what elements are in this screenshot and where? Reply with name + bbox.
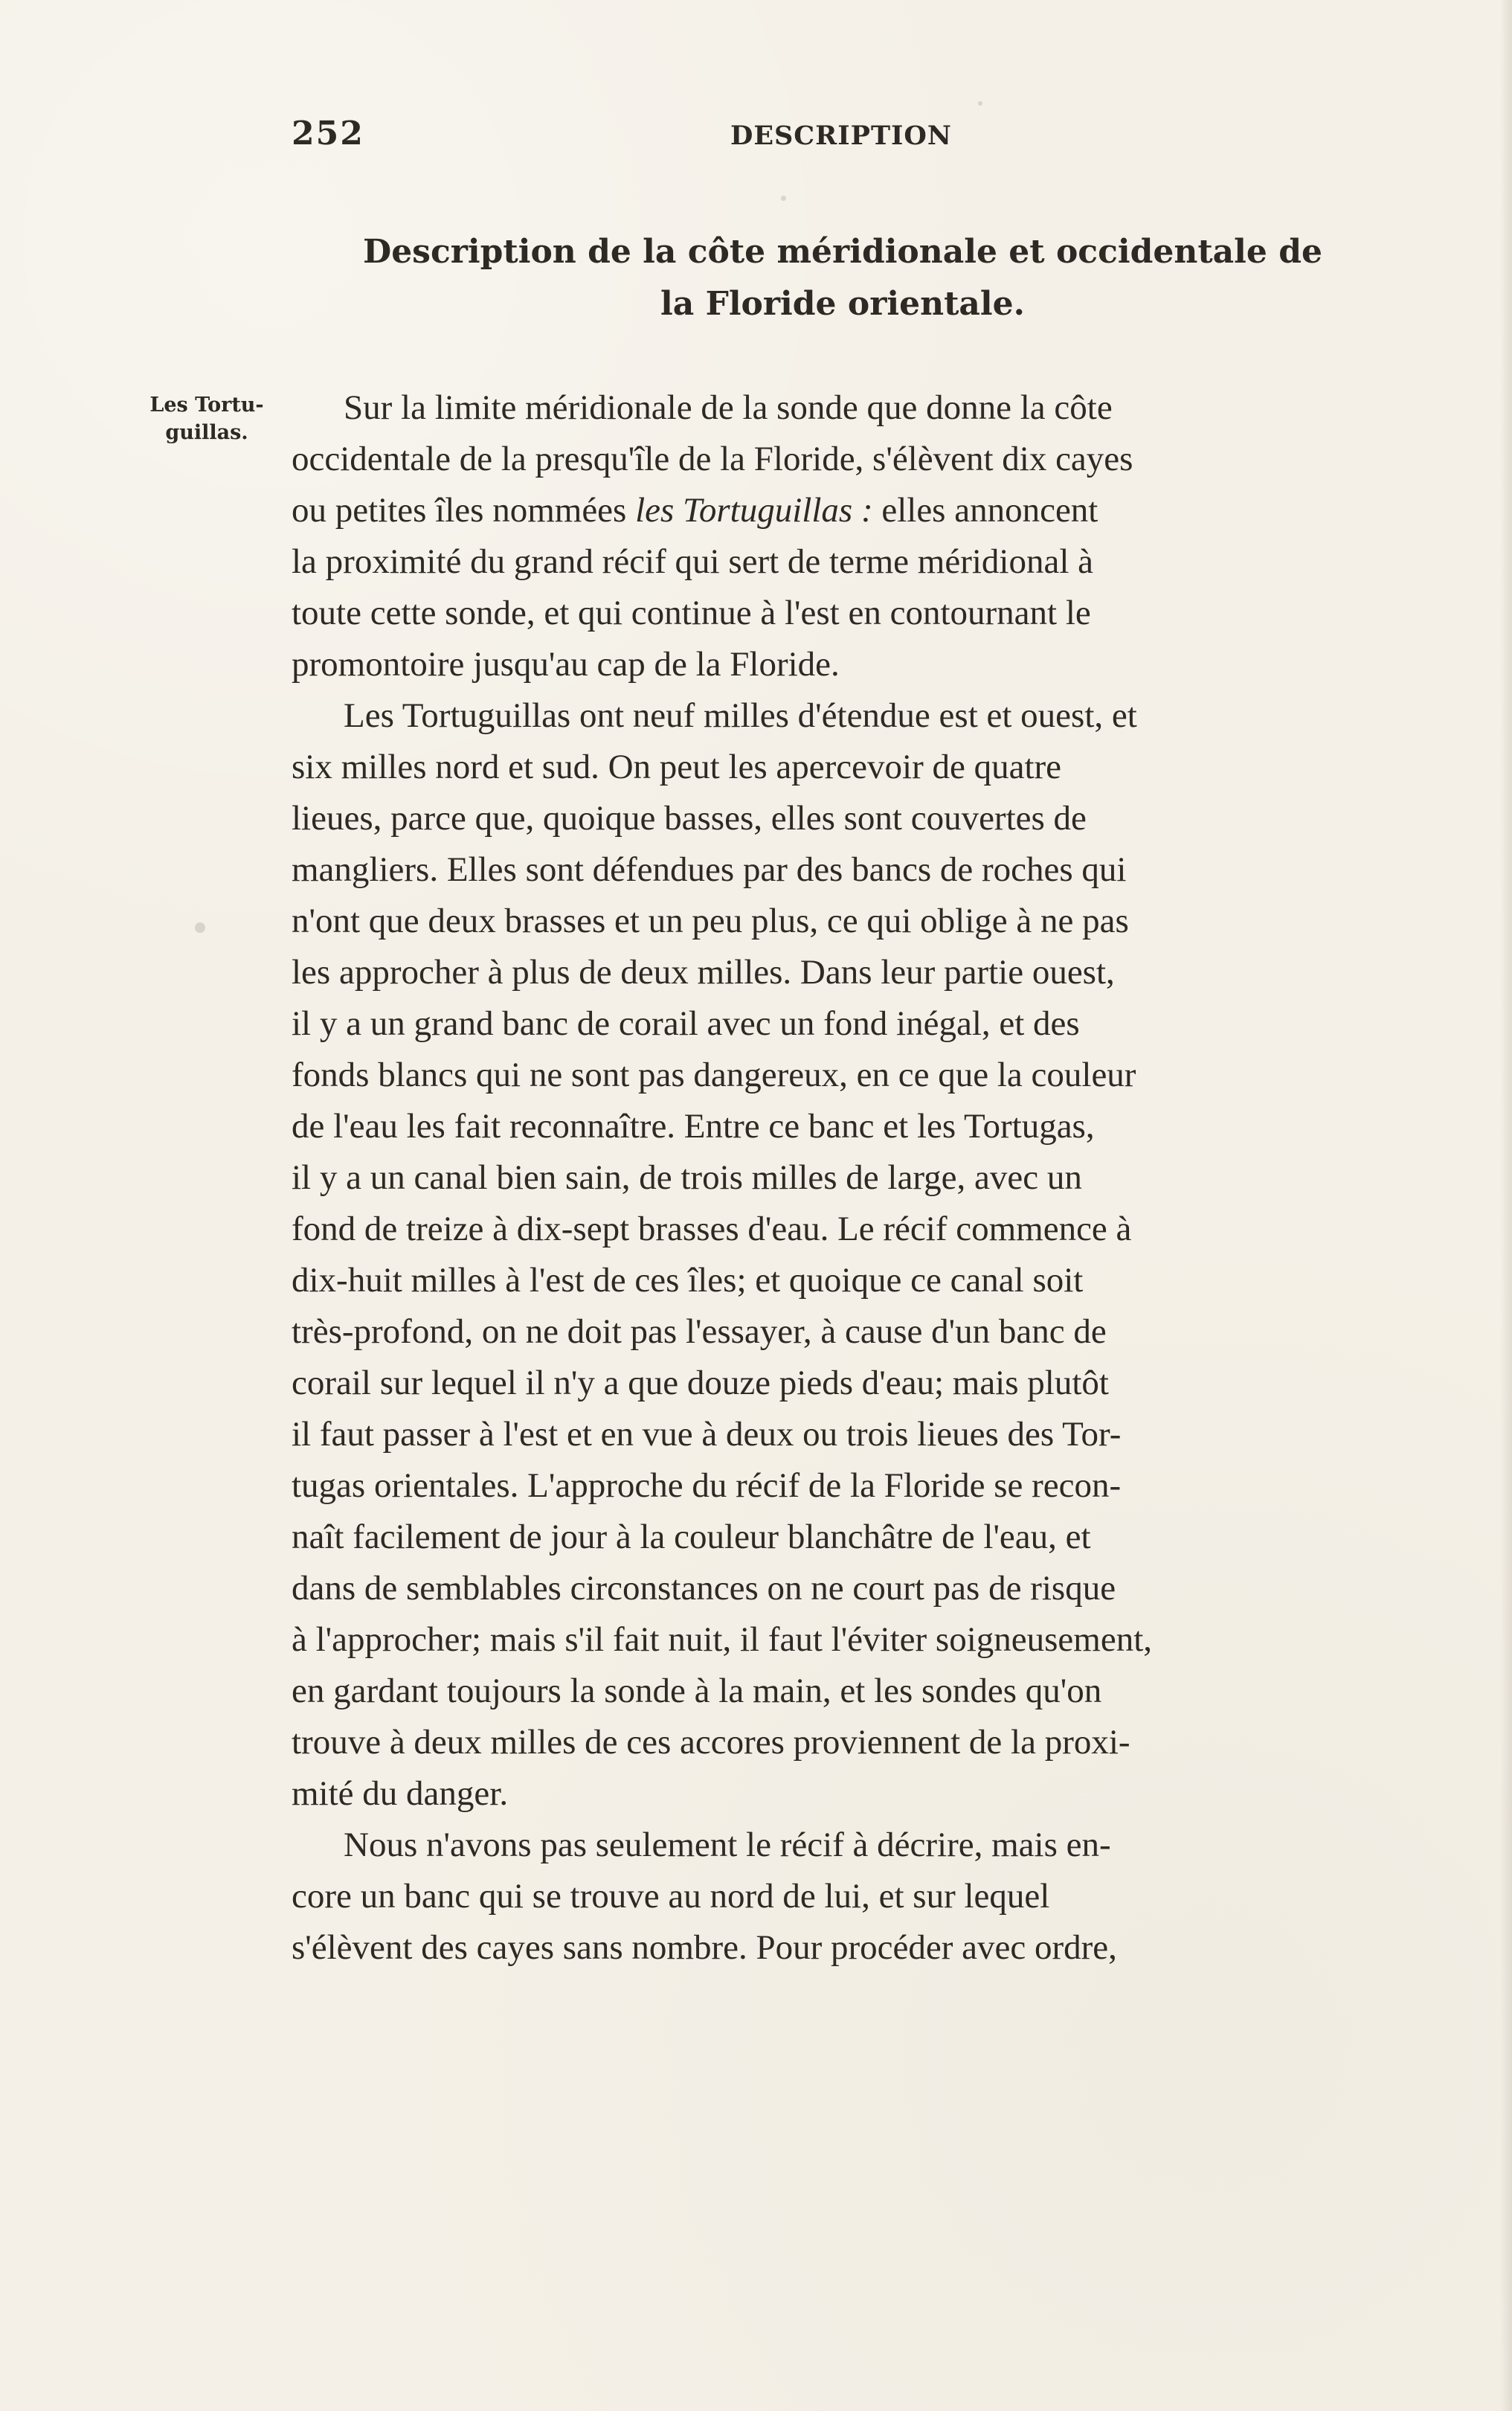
text-line: occidentale de la presqu'île de la Floride, s'élèvent dix cayes (292, 440, 1133, 478)
paragraph-1 (292, 382, 1407, 690)
paragraph-2 (292, 690, 1407, 1820)
text-line: tugas orientales. L'approche du récif de la Floride se recon- (292, 1466, 1122, 1505)
italic-term: les Tortuguillas : (635, 491, 873, 530)
marginal-note-line: guillas. (165, 421, 248, 444)
text-line: promontoire jusqu'au cap de la Floride. (292, 645, 840, 684)
text-line: très-profond, on ne doit pas l'essayer, à cause d'un banc de (292, 1312, 1107, 1351)
text-line: Les Tortuguillas ont neuf milles d'étendue est et ouest, et (344, 696, 1137, 735)
text-line: la proximité du grand récif qui sert de terme méridional à (292, 542, 1093, 581)
page-edge-shadow (1500, 0, 1512, 2411)
text-line: il faut passer à l'est et en vue à deux ou trois lieues des Tor- (292, 1415, 1122, 1454)
section-title-line: Description de la côte méridionale et occidentale de (363, 233, 1322, 271)
text-line: naît facilement de jour à la couleur blanchâtre de l'eau, et (292, 1518, 1091, 1556)
text-line: lieues, parce que, quoique basses, elles sont couvertes de (292, 799, 1087, 838)
text-line: trouve à deux milles de ces accores proviennent de la proxi- (292, 1723, 1130, 1762)
paper-speck (781, 196, 786, 201)
text-line: mangliers. Elles sont défendues par des bancs de roches qui (292, 850, 1127, 889)
paragraph-3 (292, 1820, 1407, 1974)
page-number: 252 (292, 115, 364, 153)
text-line: n'ont que deux brasses et un peu plus, ce qui oblige à ne pas (292, 902, 1129, 940)
text-line: six milles nord et sud. On peut les apercevoir de quatre (292, 748, 1062, 786)
text-span: elles annoncent (872, 491, 1098, 530)
text-line: il y a un grand banc de corail avec un fond inégal, et des (292, 1004, 1080, 1043)
text-line: à l'approcher; mais s'il fait nuit, il faut l'éviter soigneusement, (292, 1620, 1153, 1659)
section-title (348, 226, 1337, 330)
text-line: core un banc qui se trouve au nord de lui, et sur lequel (292, 1877, 1050, 1916)
paper-speck (978, 101, 982, 106)
text-line: dans de semblables circonstances on ne court pas de risque (292, 1569, 1116, 1608)
text-line: en gardant toujours la sonde à la main, et les sondes qu'on (292, 1672, 1102, 1710)
text-line-with-italic (292, 485, 1407, 536)
section-title-line: la Floride orientale. (660, 285, 1025, 323)
page-header (292, 115, 1355, 159)
text-line: il y a un canal bien sain, de trois milles de large, avec un (292, 1158, 1082, 1197)
text-line: toute cette sonde, et qui continue à l'est en contournant le (292, 594, 1091, 632)
text-line: dix-huit milles à l'est de ces îles; et quoique ce canal soit (292, 1261, 1084, 1300)
text-line: fond de treize à dix-sept brasses d'eau. Le récif commence à (292, 1210, 1132, 1248)
text-line: Sur la limite méridionale de la sonde que donne la côte (344, 388, 1113, 427)
text-line: s'élèvent des cayes sans nombre. Pour procéder avec ordre, (292, 1928, 1117, 1967)
text-line: de l'eau les fait reconnaître. Entre ce banc et les Tortugas, (292, 1107, 1095, 1146)
paper-speck (195, 922, 205, 933)
text-line: fonds blancs qui ne sont pas dangereux, en ce que la couleur (292, 1056, 1136, 1094)
marginal-note (132, 391, 281, 446)
text-line: Nous n'avons pas seulement le récif à décrire, mais en- (344, 1826, 1111, 1864)
marginal-note-line: Les Tortu- (149, 394, 264, 417)
body-text (292, 382, 1407, 1974)
text-line: les approcher à plus de deux milles. Dans leur partie ouest, (292, 953, 1115, 992)
text-span: ou petites îles nommées (292, 491, 636, 530)
text-line: mité du danger. (292, 1774, 509, 1813)
running-head: DESCRIPTION (730, 121, 952, 151)
text-line: corail sur lequel il n'y a que douze pieds d'eau; mais plutôt (292, 1364, 1109, 1402)
